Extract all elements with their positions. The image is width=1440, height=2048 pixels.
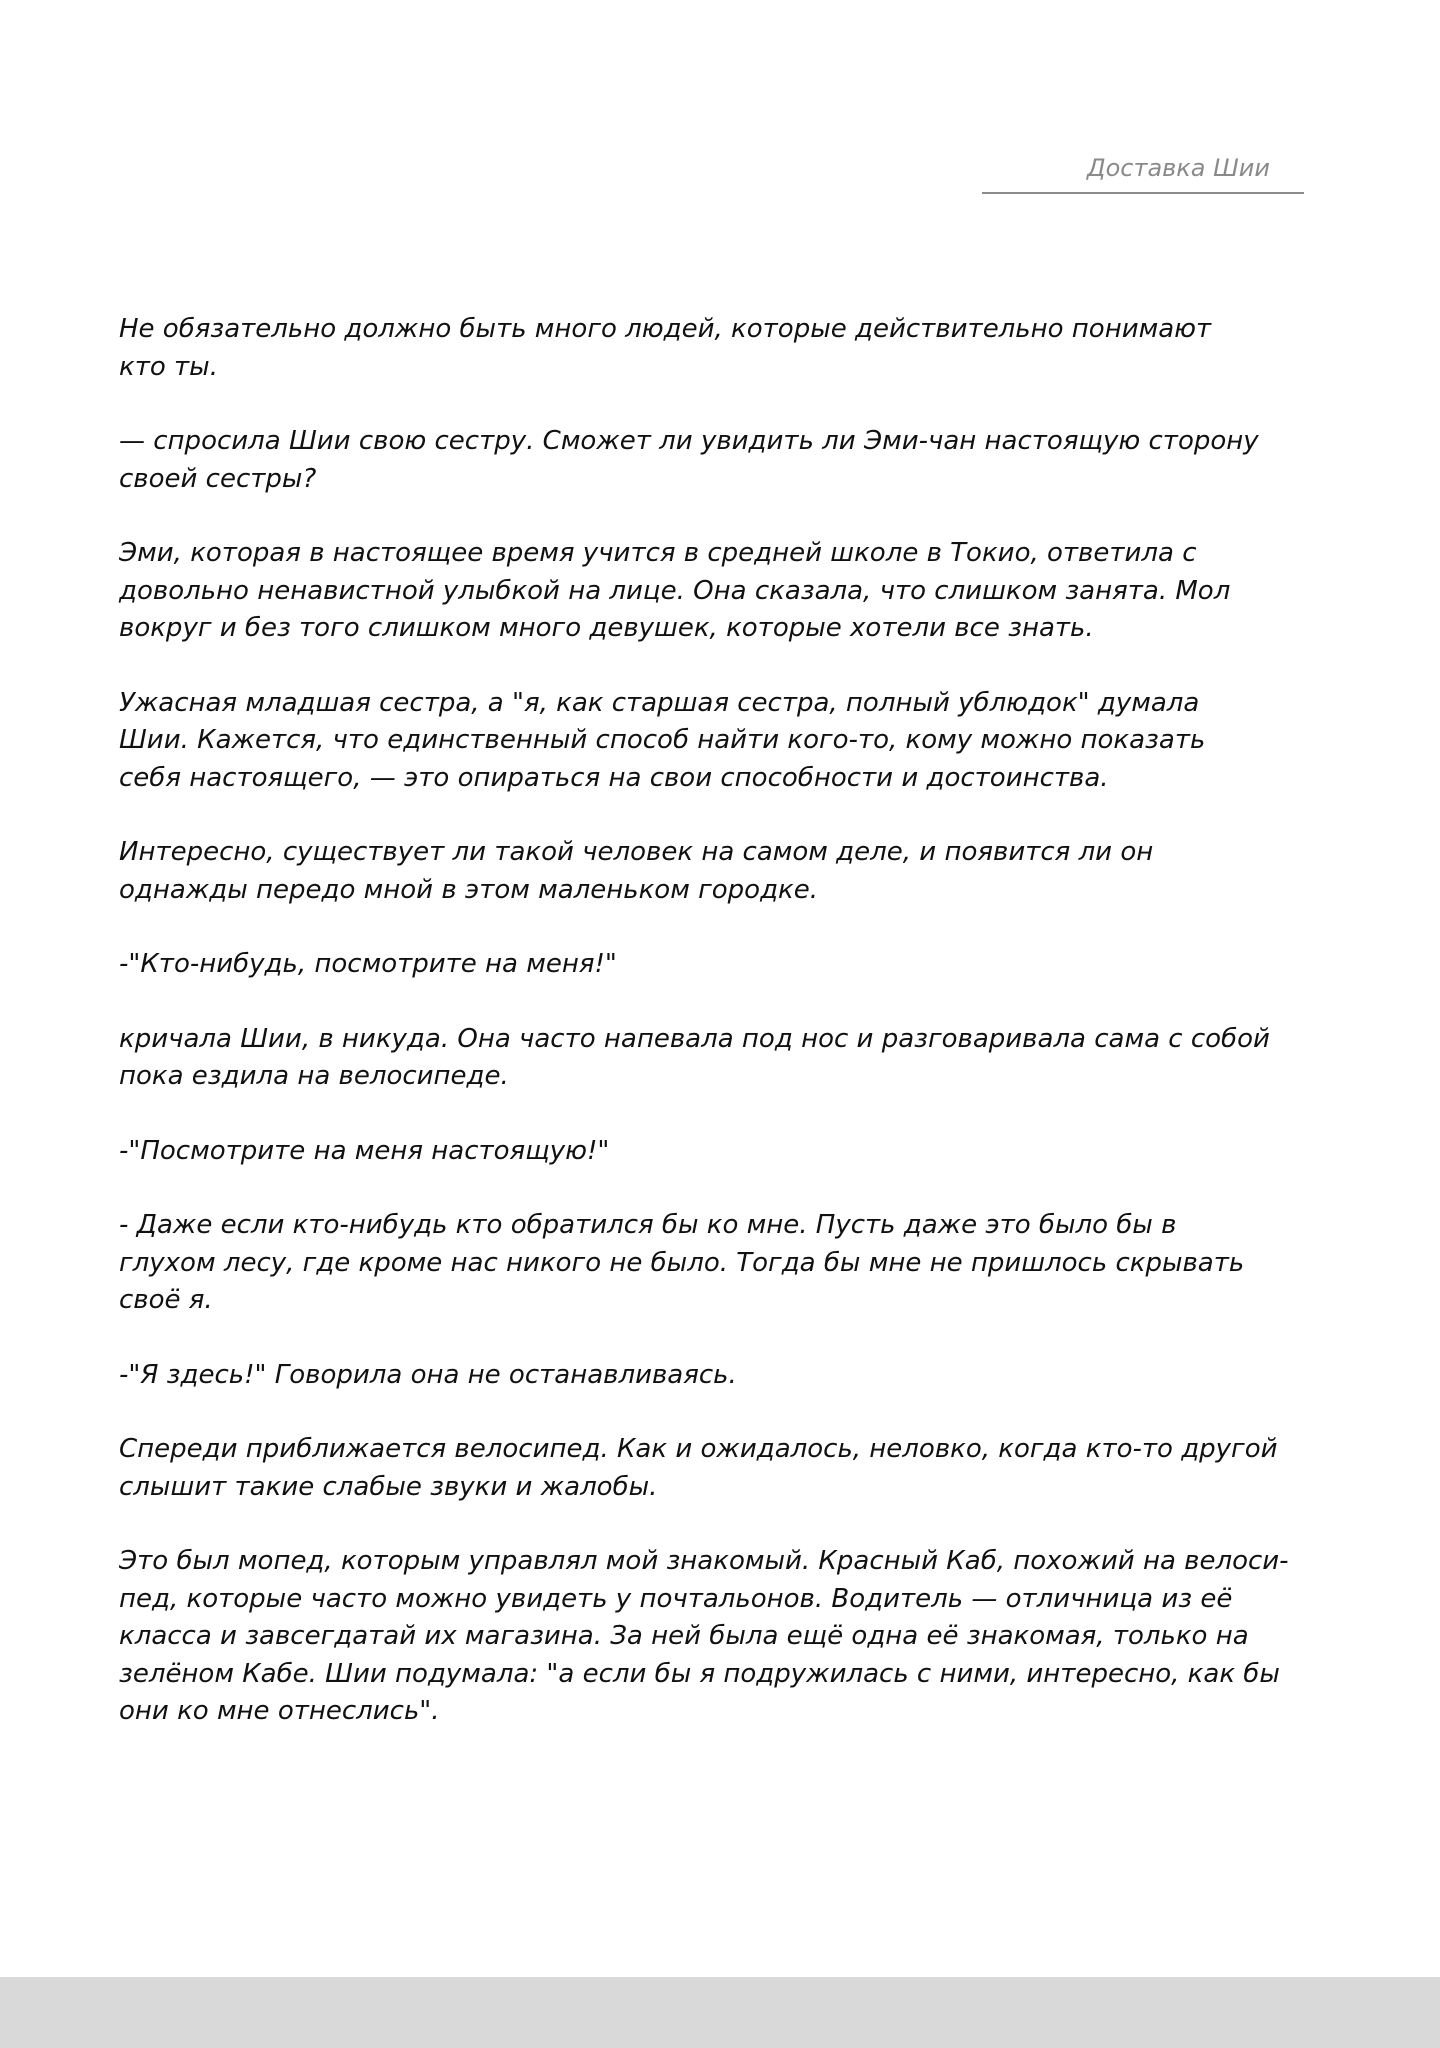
paragraph: - Даже если кто-нибудь кто обратился бы ко мне. Пусть даже это было бы в глухом лесу, где кроме нас никого не было. Тогда бы мне не пришлось скрывать своё я. [119, 1210, 1245, 1315]
paragraph: Не обязательно должно быть много людей, которые действительно понимают кто ты. [119, 314, 1212, 382]
page-body [119, 311, 1343, 1731]
paragraph: Эми, которая в настоящее время учится в средней школе в Токио, ответила с довольно ненавистной улыбкой на лице. Она сказала, что слишком занята. Мол вокруг и без того слишком много девушек, которые хотели все знать. [119, 538, 1231, 643]
paragraph: Интересно, существует ли такой человек на самом деле, и появится ли он однажды передо мной в этом маленьком городке. [119, 837, 1154, 905]
paragraph: -"Кто-нибудь, посмотрите на меня!" [119, 949, 617, 979]
paragraph: -"Я здесь!" Говорила она не останавливаясь. [119, 1359, 737, 1390]
footer-band [0, 1977, 1440, 2048]
paragraph: Спереди приближается велосипед. Как и ожидалось, неловко, когда кто-то другой слышит такие слабые звуки и жалобы. [119, 1434, 1278, 1502]
paragraph: Это был мопед, которым управлял мой знакомый. Красный Каб, похожий на велоси- пед, которые часто можно увидеть у почтальонов. Водитель — отличница из её класса и завсегдатай их магазина. За ней была ещё одна её знакомая, только на зелёном Кабе. Шии подумала: "а если бы я подружилась с ними, интересно, как бы они ко мне отнеслись". [119, 1546, 1289, 1726]
paragraph: -"Посмотрите на меня настоящую!" [119, 1135, 610, 1166]
page-header [982, 152, 1304, 194]
page-header-title: Доставка Шии [1086, 154, 1270, 182]
paragraph: Ужасная младшая сестра, а "я, как старшая сестра, полный ублюдок" думала Шии. Кажется, что единственный способ найти кого-то, кому можно показать себя настоящего, — это опираться на свои способности и достоинства. [119, 687, 1206, 793]
paragraph: — спросила Шии свою сестру. Сможет ли увидить ли Эми-чан настоящую сторону своей сестры? [119, 426, 1259, 494]
paragraph: кричала Шии, в никуда. Она часто напевала под нос и разговаривала сама с собой пока ездила на велосипеде. [119, 1023, 1270, 1091]
